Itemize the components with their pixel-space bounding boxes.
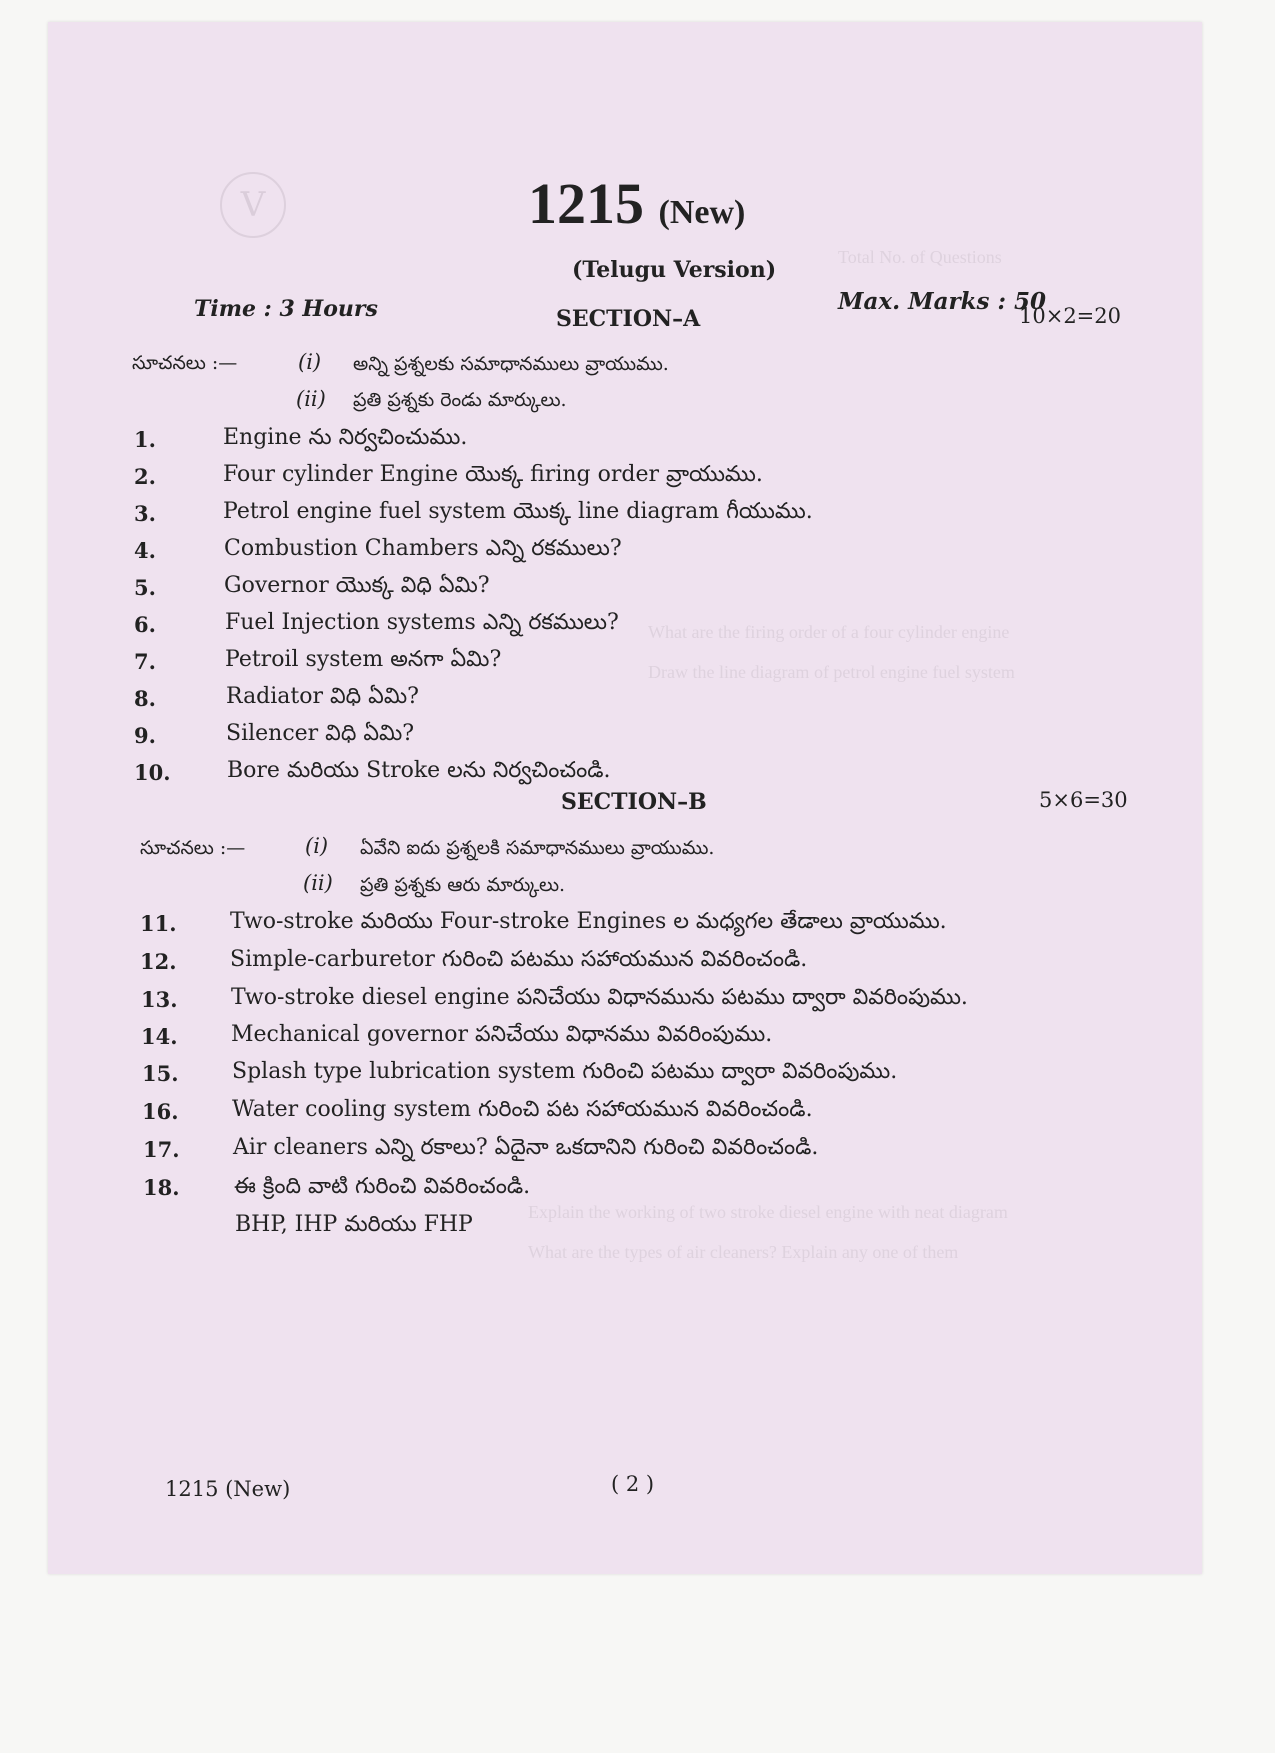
section-a-note-num: (i) — [298, 350, 322, 374]
section-a-note-label: సూచనలు :— — [132, 352, 238, 374]
question-number: 7. — [134, 649, 156, 674]
question-paper-page: V Total No. of Questions What are the firing order of a four cylinder engine Draw the line diagram of petrol engine fuel system Explain the working of two stroke diesel engine with neat diagram What are the types of air cleaners? Explain any one of them 1215 (New) (Telugu Version) Time : 3 Hours Max. Marks : 50 SECTION–A 10×2=20 సూచనలు :— (i) అన్ని ప్రశ్నలకు సమాధానములు వ్రాయుము. (ii) ప్రతి ప్రశ్నకు రెండు మార్కులు. 1. Engine ను నిర్వచించుము. 2. Four cylinder Engine యొక్క firing order వ్రాయుము. 3. Petrol engine fuel system యొక్క line diagram గీయుము. 4. Combustion Chambers ఎన్ని రకములు? 5. Governor యొక్క విధి ఏమి? 6. Fuel Injection systems ఎన్ని రకములు? 7. Petroil system అనగా ఏమి? 8. Radiator విధి ఏమి? 9. Silencer విధి ఏమి? 10. Bore మరియు Stroke లను నిర్వచించండి. SECTION–B 5×6=30 సూచనలు :— (i) ఏవేని ఐదు ప్రశ్నలకి సమాధానములు వ్రాయుము. (ii) ప్రతి ప్రశ్నకు ఆరు మార్కులు. 11. Two-stroke మరియు Four-stroke Engines ల మధ్యగల తేడాలు వ్రాయుము. 12. Simple-carburetor గురించి పటము సహాయమున వివరించండి. 13. Two-stroke diesel engine పనిచేయు విధానమును పటము ద్వారా వివరింపుము. 14. Mechanical governor పనిచేయు విధానము వివరింపుము. 15. Splash type lubrication system గురించి పటము ద్వారా వివరింపుము. 16. Water cooling system గురించి పట సహాయమున వివరించండి. 17. Air cleaners ఎన్ని రకాలు? ఏదైనా ఒకదానిని గురించి వివరించండి. 18. ఈ క్రింది వాటి గురించి వివరించండి. BHP, IHP మరియు FHP 1215 (New) ( 2 ) — [48, 22, 1202, 1574]
max-marks-label: Max. Marks : 50 — [838, 288, 1046, 315]
time-label: Time : 3 Hours — [194, 296, 378, 322]
section-a-marks: 10×2=20 — [1019, 304, 1121, 328]
section-a-note-text: ప్రతి ప్రశ్నకు రెండు మార్కులు. — [353, 389, 567, 411]
page-number: ( 2 ) — [611, 1472, 655, 1496]
question-text: Combustion Chambers ఎన్ని రకములు? — [224, 536, 622, 561]
section-b-title: SECTION–B — [561, 789, 707, 815]
question-number: 12. — [140, 949, 177, 974]
section-a-title: SECTION–A — [556, 306, 701, 332]
section-b-note-num: (i) — [305, 834, 329, 858]
paper-code: 1215 — [528, 171, 644, 236]
question-number: 5. — [134, 575, 156, 600]
paper-code-title — [528, 170, 745, 237]
question-number: 13. — [141, 987, 178, 1012]
question-text: Petroil system అనగా ఏమి? — [225, 647, 502, 672]
question-text: Two-stroke diesel engine పనిచేయు విధానమును పటము ద్వారా వివరింపుము. — [231, 985, 968, 1010]
question-text: Bore మరియు Stroke లను నిర్వచించండి. — [227, 758, 611, 783]
question-number: 17. — [143, 1137, 180, 1162]
section-b-note-text: ప్రతి ప్రశ్నకు ఆరు మార్కులు. — [360, 874, 566, 896]
paper-code-suffix: (New) — [658, 194, 746, 231]
question-text: Water cooling system గురించి పట సహాయమున వివరించండి. — [232, 1097, 813, 1122]
question-text: Governor యొక్క విధి ఏమి? — [224, 573, 490, 598]
question-text: ఈ క్రింది వాటి గురించి వివరించండి. — [234, 1174, 531, 1199]
question-number: 10. — [134, 760, 171, 785]
section-a-note-num: (ii) — [296, 387, 326, 411]
question-text: Four cylinder Engine యొక్క firing order వ్రాయుము. — [223, 462, 763, 487]
question-text: Splash type lubrication system గురించి పటము ద్వారా వివరింపుము. — [232, 1059, 898, 1084]
question-text: Petrol engine fuel system యొక్క line diagram గీయుము. — [223, 499, 813, 524]
question-number: 1. — [134, 427, 156, 452]
question-text: Simple-carburetor గురించి పటము సహాయమున వివరించండి. — [230, 947, 808, 972]
stamp-seal-show-through: V — [220, 172, 286, 238]
question-number: 2. — [134, 464, 156, 489]
question-number: 18. — [143, 1175, 180, 1200]
question-number: 3. — [134, 501, 156, 526]
section-b-note-text: ఏవేని ఐదు ప్రశ్నలకి సమాధానములు వ్రాయుము. — [360, 837, 715, 859]
question-text: Radiator విధి ఏమి? — [226, 684, 419, 709]
question-number: 6. — [134, 612, 156, 637]
question-text: Silencer విధి ఏమి? — [226, 721, 415, 746]
footer-paper-code: 1215 (New) — [165, 1477, 291, 1501]
section-b-note-label: సూచనలు :— — [140, 837, 246, 859]
question-number: 15. — [142, 1061, 179, 1086]
section-a-note-text: అన్ని ప్రశ్నలకు సమాధానములు వ్రాయుము. — [353, 353, 669, 375]
section-b-note-num: (ii) — [303, 871, 333, 895]
question-text: Air cleaners ఎన్ని రకాలు? ఏదైనా ఒకదానిని గురించి వివరించండి. — [233, 1135, 819, 1160]
question-text: Mechanical governor పనిచేయు విధానము వివరింపుము. — [231, 1022, 773, 1047]
question-number: 9. — [134, 723, 156, 748]
version-label: (Telugu Version) — [572, 257, 777, 283]
question-text: Fuel Injection systems ఎన్ని రకములు? — [225, 610, 619, 635]
question-text-continuation: BHP, IHP మరియు FHP — [235, 1212, 473, 1237]
section-b-marks: 5×6=30 — [1039, 788, 1128, 812]
question-text: Engine ను నిర్వచించుము. — [223, 425, 468, 450]
question-number: 16. — [142, 1099, 179, 1124]
question-number: 8. — [134, 686, 156, 711]
question-text: Two-stroke మరియు Four-stroke Engines ల మధ్యగల తేడాలు వ్రాయుము. — [230, 909, 947, 934]
question-number: 4. — [134, 538, 156, 563]
question-number: 14. — [141, 1024, 178, 1049]
question-number: 11. — [140, 911, 177, 936]
